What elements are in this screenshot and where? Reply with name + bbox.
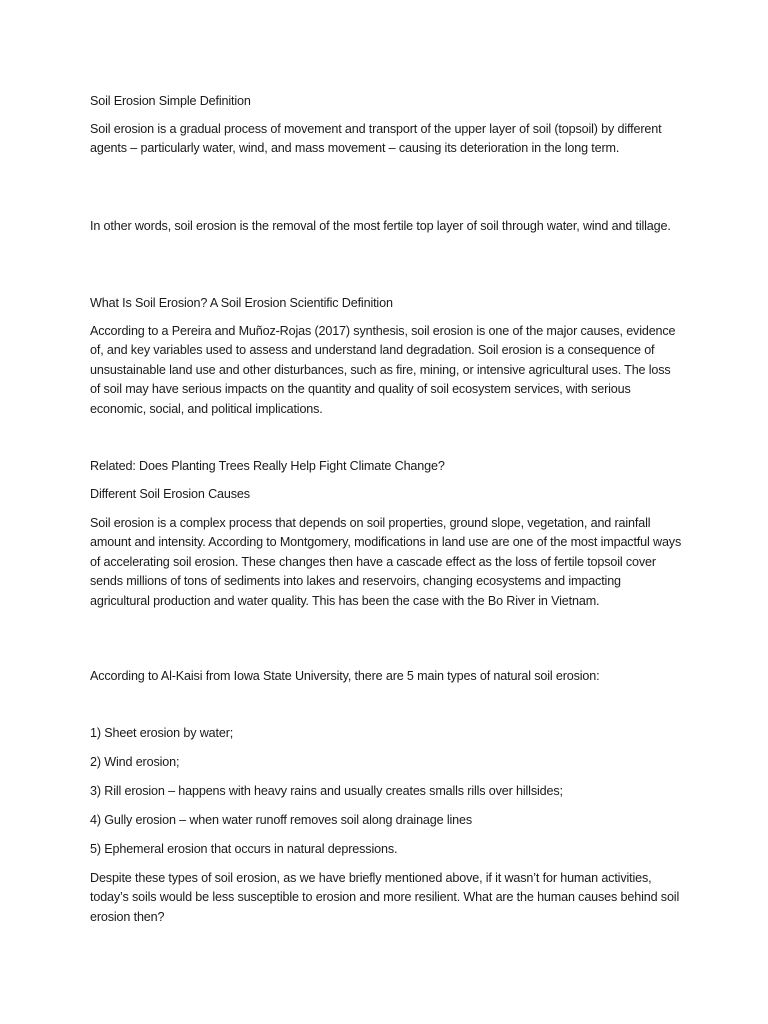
heading-scientific-definition: What Is Soil Erosion? A Soil Erosion Scientific Definition <box>90 296 393 310</box>
paragraph-other-words: In other words, soil erosion is the removal of the most fertile top layer of soil through water, wind and tillage. <box>90 219 671 233</box>
related-link-text: Related: Does Planting Trees Really Help Fight Climate Change? <box>90 459 445 473</box>
list-item: 3) Rill erosion – happens with heavy rains and usually creates smalls rills over hillsides; <box>90 784 563 798</box>
list-item: 1) Sheet erosion by water; <box>90 726 234 740</box>
paragraph-definition: Soil erosion is a gradual process of movement and transport of the upper layer of soil (topsoil) by different agents – particularly water, wind, and mass movement – causing its deterioration in the long term. <box>90 122 662 156</box>
paragraph-causes: Soil erosion is a complex process that depends on soil properties, ground slope, vegetation, and rainfall amount and intensity. According to Montgomery, modifications in land use are one of the most impactful ways of accelerating soil erosion. These changes then have a cascade effect as the loss of fertile topsoil cover sends millions of tons of sediments into lakes and reservoirs, changing ecosystems and impacting agricultural production and water quality. This has been the case with the Bo River in Vietnam. <box>90 516 682 608</box>
list-item: 2) Wind erosion; <box>90 755 180 769</box>
heading-simple-definition: Soil Erosion Simple Definition <box>90 94 251 108</box>
heading-erosion-causes: Different Soil Erosion Causes <box>90 487 250 501</box>
paragraph-human-causes: Despite these types of soil erosion, as we have briefly mentioned above, if it wasn’t for human activities, today’s soils would be less susceptible to erosion and more resilient. What are the human causes behind soil erosion then? <box>90 871 680 924</box>
list-item: 4) Gully erosion – when water runoff removes soil along drainage lines <box>90 813 472 827</box>
paragraph-pereira: According to a Pereira and Muñoz-Rojas (2017) synthesis, soil erosion is one of the major causes, evidence of, and key variables used to assess and understand land degradation. Soil erosion is a consequence of unsustainable land use and other disturbances, such as fire, mining, or intensive agricultural uses. The loss of soil may have serious impacts on the quantity and quality of soil ecosystem services, with serious economic, social, and political implications. <box>90 324 676 416</box>
list-item: 5) Ephemeral erosion that occurs in natural depressions. <box>90 842 398 856</box>
paragraph-al-kaisi: According to Al-Kaisi from Iowa State University, there are 5 main types of natural soil erosion: <box>90 669 600 683</box>
